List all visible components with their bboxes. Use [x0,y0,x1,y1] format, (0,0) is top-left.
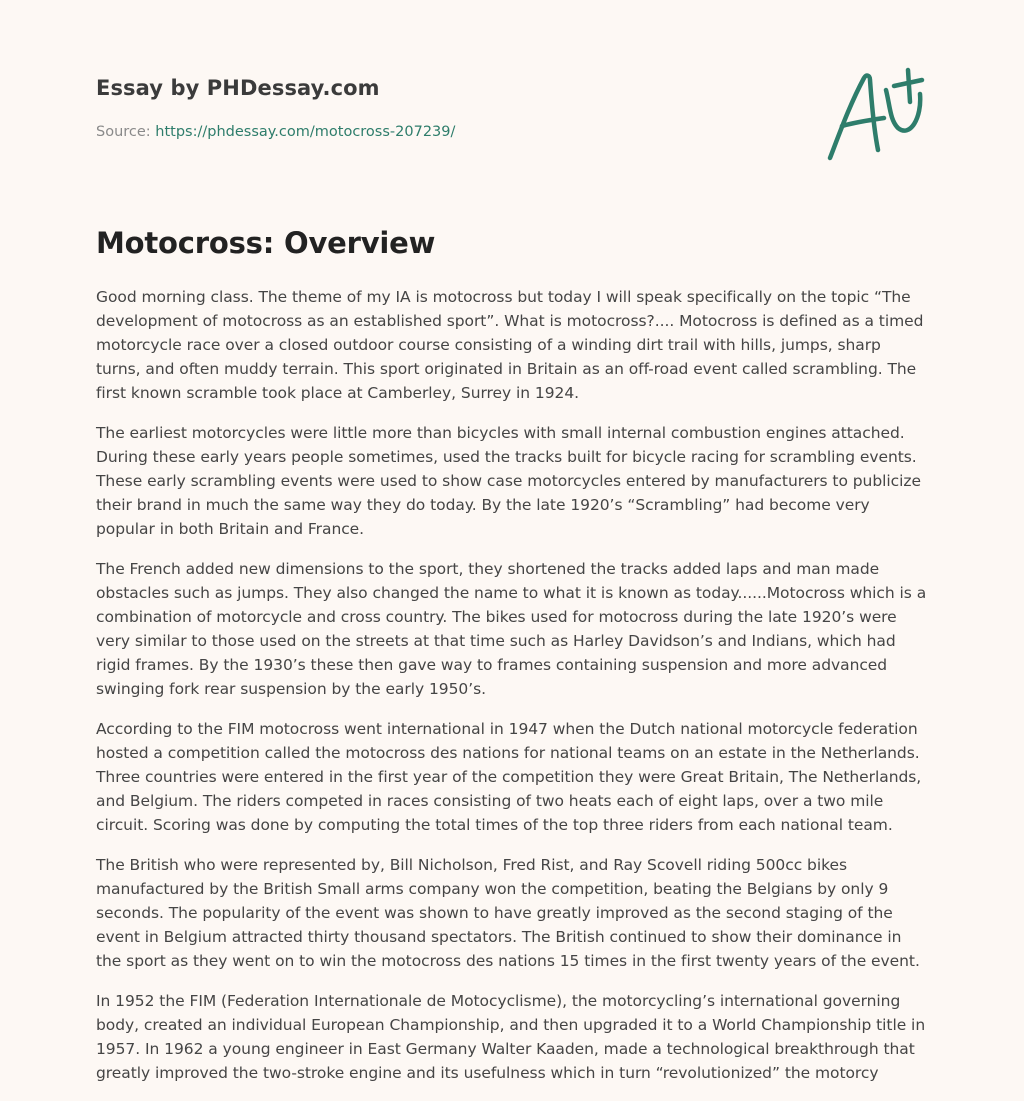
essay-body [96,285,928,1101]
essay-paragraph: Good morning class. The theme of my IA is motocross but today I will speak specifically on the topic “The development of motocross as an established sport”. What is motocross?.... Motocross is defined as a timed motorcycle race over a closed outdoor course consisting of a winding dirt trail with hills, jumps, sharp turns, and often muddy terrain. This sport originated in Britain as an off-road event called scrambling. The first known scramble took place at Camberley, Surrey in 1924. [96,288,924,402]
source-link[interactable]: https://phdessay.com/motocross-207239/ [155,124,456,140]
site-title: Essay by PHDessay.com [96,76,380,100]
essay-title: Motocross: Overview [96,226,436,260]
essay-paragraph: According to the FIM motocross went international in 1947 when the Dutch national motorcycle federation hosted a competition called the motocross des nations for national teams on an estate in the Netherlands. Three countries were entered in the first year of the competition they were Great Britain, The Netherlands, and Belgium. The riders competed in races consisting of two heats each of eight laps, over a two mile circuit. Scoring was done by computing the total times of the top three riders from each national team. [96,720,922,834]
essay-paragraph: The British who were represented by, Bill Nicholson, Fred Rist, and Ray Scovell riding 500cc bikes manufactured by the British Small arms company won the competition, beating the Belgians by only 9 seconds. The popularity of the event was shown to have greatly improved as the second staging of the event in Belgium attracted thirty thousand spectators. The British continued to show their dominance in the sport as they went on to win the motocross des nations 15 times in the first twenty years of the event. [96,856,920,970]
essay-paragraph: In 1952 the FIM (Federation Internationale de Motocyclisme), the motorcycling’s international governing body, created an individual European Championship, and then upgraded it to a World Championship title in 1957. In 1962 a young engineer in East Germany Walter Kaaden, made a technological breakthrough that greatly improved the two-stroke engine and its usefulness which in turn “revolutionized” the motorcy [96,992,926,1082]
a-plus-grade-icon [824,66,928,164]
essay-paragraph: The French added new dimensions to the sport, they shortened the tracks added laps and man made obstacles such as jumps. They also changed the name to what it is known as today......Motocross which is a combination of motorcycle and cross country. The bikes used for motocross during the late 1920’s were very similar to those used on the streets at that time such as Harley Davidson’s and Indians, which had rigid frames. By the 1930’s these then gave way to frames containing suspension and more advanced swinging fork rear suspension by the early 1950’s. [96,560,927,698]
essay-paragraph: The earliest motorcycles were little more than bicycles with small internal combustion engines attached. During these early years people sometimes, used the tracks built for bicycle racing for scrambling events. These early scrambling events were used to show case motorcycles entered by manufacturers to publicize their brand in much the same way they do today. By the late 1920’s “Scrambling” had become very popular in both Britain and France. [96,424,921,538]
source-line [96,124,455,140]
source-label: Source: [96,124,151,140]
